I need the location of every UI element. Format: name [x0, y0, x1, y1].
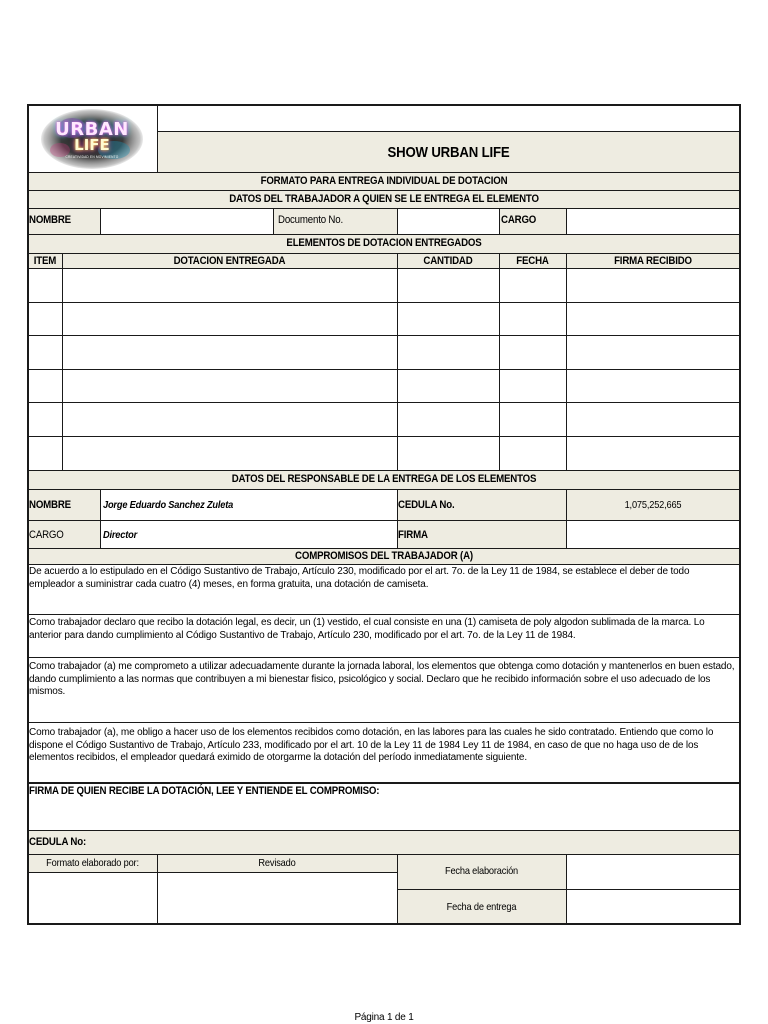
worker-document-input[interactable] — [398, 209, 498, 233]
brand-logo — [40, 108, 144, 170]
id-number-label: CEDULA No: — [29, 836, 87, 848]
prepared-by-field[interactable] — [29, 873, 156, 923]
responsible-position-label: CARGO — [29, 529, 64, 541]
logo-text-top: URBAN — [55, 119, 129, 140]
responsible-signature-field[interactable] — [567, 521, 739, 547]
reviewed-label: Revisado — [258, 857, 296, 869]
responsible-signature-label: FIRMA — [398, 529, 428, 541]
worker-position-label: CARGO — [501, 214, 537, 226]
prepared-by-label: Formato elaborado por: — [46, 857, 139, 869]
column-header-date: FECHA — [516, 255, 549, 267]
worker-name-label: NOMBRE — [29, 214, 71, 226]
prepared-date-field[interactable] — [567, 855, 739, 888]
table-row[interactable] — [29, 437, 740, 470]
responsible-section-title: DATOS DEL RESPONSABLE DE LA ENTREGA DE LOS ELEMENTOS — [231, 473, 537, 485]
delivery-date-field[interactable] — [567, 890, 739, 923]
column-header-description: DOTACION ENTREGADA — [173, 255, 286, 267]
id-number-field[interactable] — [100, 831, 739, 853]
responsible-name-label: NOMBRE — [29, 499, 71, 511]
table-row[interactable] — [29, 336, 740, 369]
logo-text-bottom: LIFE — [74, 136, 110, 154]
logo-tagline: CREATIVIDAD EN MOVIMIENTO — [65, 155, 119, 159]
worker-position-input[interactable] — [567, 209, 739, 233]
table-row[interactable] — [29, 403, 740, 436]
reviewed-field[interactable] — [158, 873, 396, 923]
form-title: FORMATO PARA ENTREGA INDIVIDUAL DE DOTACION — [260, 175, 508, 187]
commitment-paragraph: Como trabajador declaro que recibo la dotación legal, es decir, un (1) vestido, el cual consiste en una (1) camiseta de poly algodon sublimada de la marca. Lo anterior para dando cumplimiento al Código Sustantivo de Trabajo, Artículo 230, modificado por el art. 7o. de la Ley 11 de 1984. — [29, 617, 705, 641]
column-header-quantity: CANTIDAD — [423, 255, 473, 267]
responsible-position-value: Director — [103, 529, 138, 541]
responsible-name-value: Jorge Eduardo Sanchez Zuleta — [103, 499, 234, 511]
commitment-paragraph: Como trabajador (a) me comprometo a utilizar adecuadamente durante la jornada laboral, los elementos que obtenga como dotación y mantenerlos en buen estado, dando cumplimiento a las normas que contribuyen a mi bienestar fisico, psicológico y social. Declaro que he recibido información sobre el uso adecuado de los mismos. — [29, 661, 735, 697]
company-title: SHOW URBAN LIFE — [387, 144, 510, 161]
commitment-paragraph: De acuerdo a lo estipulado en el Código Sustantivo de Trabajo, Artículo 230, modificado por el art. 7o. de la Ley 11 de 1984, se establece el deber de todo empleador a suministrar cada cuatro (4) meses, en forma gratuita, una dotación de camiseta. — [29, 566, 690, 590]
responsible-id-label: CEDULA No. — [398, 499, 455, 511]
delivery-date-label: Fecha de entrega — [446, 901, 517, 913]
worker-document-label: Documento No. — [278, 214, 343, 226]
commitment-paragraph: Como trabajador (a), me obligo a hacer uso de los elementos recibidos como dotación, en las labores para las cuales he sido contratado. Entiendo que como lo dispone el Código Sustantivo de Trabajo, Artículo 233, modificado por el art. 10 de la Ley 11 de 1984 Ley 11 de 1984, en caso de que no haga uso de de los elementos recibidos, el empleador quedará eximido de otorgarme la dotación del período inmediatamente siguiente. — [29, 727, 714, 763]
signature-statement: FIRMA DE QUIEN RECIBE LA DOTACIÓN, LEE Y ENTIENDE EL COMPROMISO: — [29, 785, 380, 797]
responsible-id-value: 1,075,252,665 — [624, 499, 682, 511]
table-row[interactable] — [29, 370, 740, 402]
table-row[interactable] — [29, 303, 740, 335]
commitments-title: COMPROMISOS DEL TRABAJADOR (A) — [295, 550, 473, 562]
items-section-title: ELEMENTOS DE DOTACION ENTREGADOS — [286, 237, 482, 249]
receiver-signature-field[interactable] — [29, 800, 740, 829]
column-header-item: ITEM — [33, 255, 57, 267]
prepared-date-label: Fecha elaboración — [444, 865, 519, 877]
worker-name-input[interactable] — [101, 209, 272, 233]
worker-section-title: DATOS DEL TRABAJADOR A QUIEN SE LE ENTREGA EL ELEMENTO — [229, 193, 539, 205]
table-row[interactable] — [29, 269, 740, 302]
column-header-signature: FIRMA RECIBIDO — [614, 255, 692, 267]
page-number: Página 1 de 1 — [354, 1012, 414, 1023]
